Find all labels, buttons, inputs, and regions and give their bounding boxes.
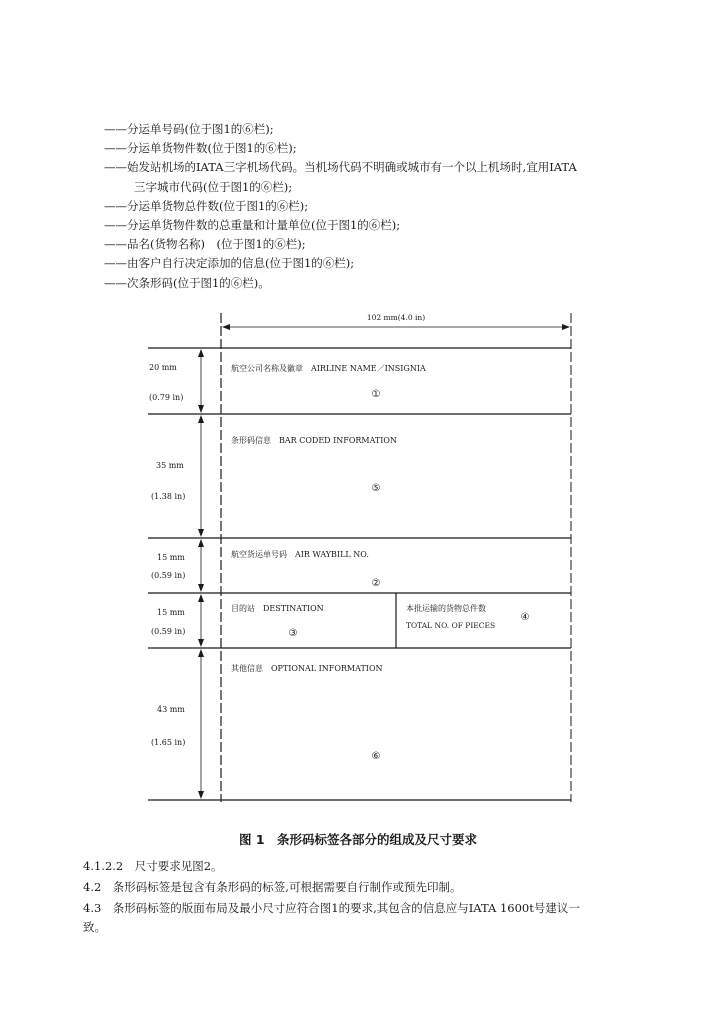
dimension-in: (0.59 in) [151,571,186,580]
field-label: 其他信息 OPTIONAL INFORMATION [231,664,383,673]
list-item: ——由客户自行决定添加的信息(位于图1的⑥栏); [104,256,355,271]
dimension-mm: 35 mm [156,461,184,470]
field-number: ② [371,578,381,589]
list-item: ——分运单货物总件数(位于图1的⑥栏); [104,198,309,213]
field-label: 本批运输的货物总件数 [406,604,486,613]
dimension-mm: 15 mm [157,553,185,562]
dimension-mm: 15 mm [157,608,185,617]
field-label: 目的站 DESTINATION [231,604,324,613]
list-item: ——分运单号码(位于图1的⑥栏); [104,122,274,136]
field-label: 航空货运单号码 AIR WAYBILL NO. [231,550,369,559]
dimension-in: (1.38 in) [151,492,186,501]
field-label: 条形码信息 BAR CODED INFORMATION [231,436,397,445]
list-item-continuation: 三字城市代码(位于图1的⑥栏); [134,179,293,194]
figure-caption: 图 1 条形码标签各部分的组成及尺寸要求 [238,832,478,847]
field-label: TOTAL NO. OF PIECES [406,621,496,630]
dimension-in: (1.65 in) [151,738,186,747]
list-item: ——分运单货物件数(位于图1的⑥栏); [104,141,297,156]
field-label: 航空公司名称及徽章 AIRLINE NAME／INSIGNIA [231,364,426,373]
list-item: ——品名(货物名称) (位于图1的⑥栏); [104,237,306,252]
paragraph: 4.3 条形码标签的版面布局及最小尺寸应符合图1的要求,其包含的信息应与IATA 1600t号建议一 [83,901,580,915]
paragraph: 4.1.2.2 尺寸要求见图2。 [83,859,223,873]
paragraph: 致。 [83,920,106,934]
dimension-mm: 43 mm [157,705,185,714]
list-item: ——分运单货物件数的总重量和计量单位(位于图1的⑥栏); [104,218,401,233]
arrowhead [562,324,570,330]
field-number: ⑤ [371,483,381,494]
width-label: 102 mm(4.0 in) [366,313,426,322]
dimension-in: (0.79 in) [149,393,184,402]
list-item: ——次条形码(位于图1的⑥栏)。 [104,275,270,290]
dimension-mm: 20 mm [149,363,177,372]
field-number: ⑥ [371,751,381,762]
arrowhead [222,324,230,330]
field-number: ① [371,389,381,400]
dimension-in: (0.59 in) [151,627,186,636]
field-number: ④ [520,612,530,623]
list-item: ——始发站机场的IATA三字机场代码。当机场代码不明确或城市有一个以上机场时,宜用IATA [104,160,577,175]
paragraph: 4.2 条形码标签是包含有条形码的标签,可根据需要自行制作或预先印制。 [83,880,462,894]
field-number: ③ [288,628,298,639]
